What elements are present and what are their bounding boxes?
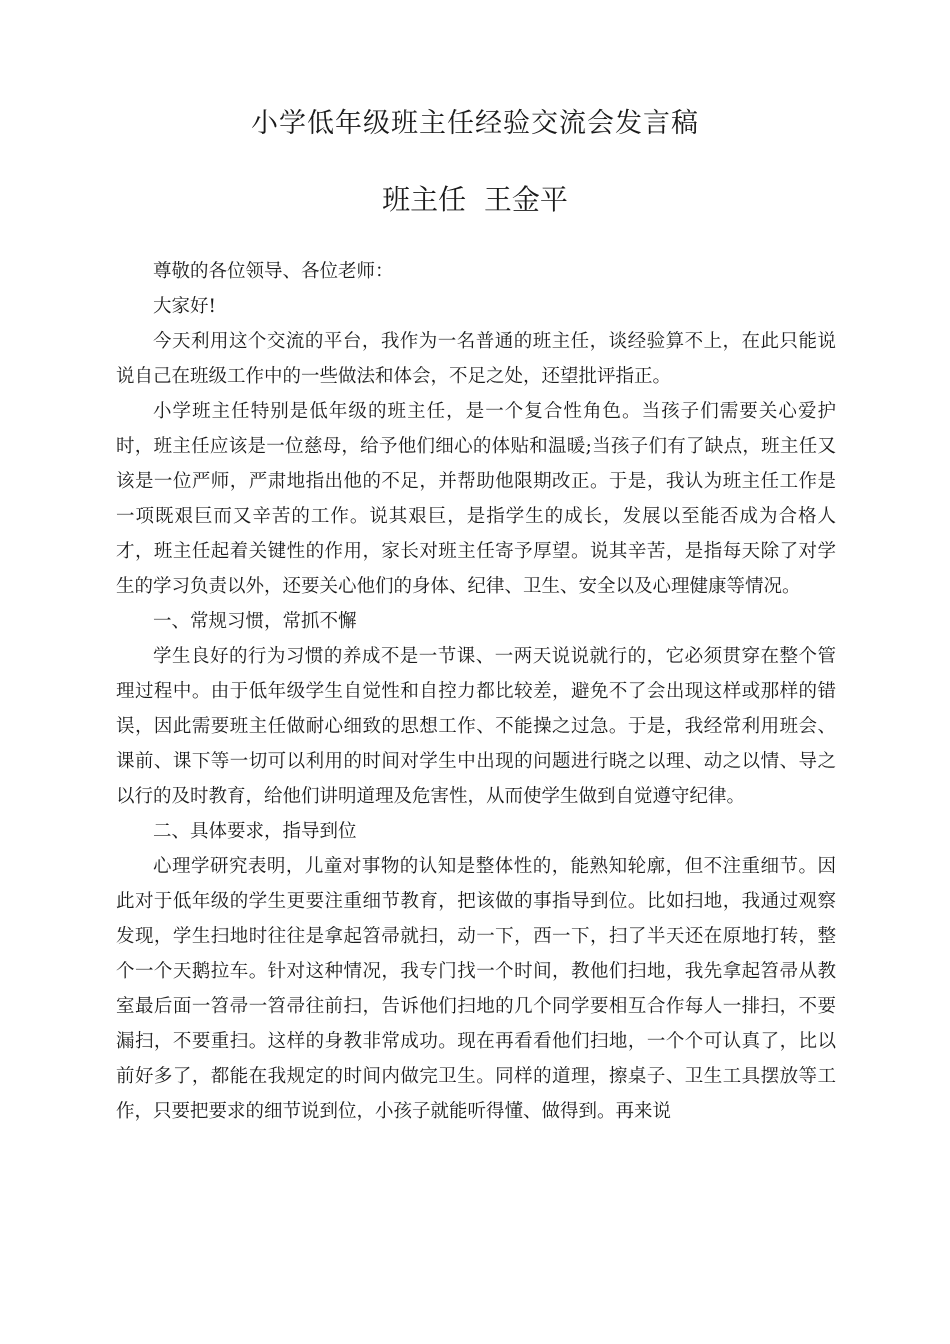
paragraph-guidance: 心理学研究表明，儿童对事物的认知是整体性的，能熟知轮廓，但不注重细节。因此对于低年级的学生更要注重细节教育，把该做的事指导到位。比如扫地，我通过观察发现，学生扫地时往往是拿起笤帚就扫，动一下，西一下，扫了半天还在原地打转，整个一个天鹅拉车。针对这种情况，我专门找一个时间，教他们扫地，我先拿起笤帚从教室最后面一笤帚一笤帚往前扫，告诉他们扫地的几个同学要相互合作每人一排扫，不要漏扫，不要重扫。这样的身教非常成功。现在再看看他们扫地，一个个可认真了，比以前好多了，都能在我规定的时间内做完卫生。同样的道理，擦桌子、卫生工具摆放等工作，只要把要求的细节说到位，小孩子就能听得懂、做得到。再来说 [116,856,836,1122]
paragraph-role: 小学班主任特别是低年级的班主任，是一个复合性角色。当孩子们需要关心爱护时，班主任应该是一位慈母，给予他们细心的体贴和温暖;当孩子们有了缺点，班主任又该是一位严师，严肃地指出他的不足，并帮助他限期改正。于是，我认为班主任工作是一项既艰巨而又辛苦的工作。说其艰巨，是指学生的成长，发展以至能否成为合格人才，班主任起着关键性的作用，家长对班主任寄予厚望。说其辛苦，是指每天除了对学生的学习负责以外，还要关心他们的身体、纪律、卫生、安全以及心理健康等情况。 [116,401,836,597]
document-title: 小学低年级班主任经验交流会发言稿 [251,108,699,139]
paragraph-intro: 今天利用这个交流的平台，我作为一名普通的班主任，谈经验算不上，在此只能说说自己在班级工作中的一些做法和体会，不足之处，还望批评指正。 [116,331,836,387]
greeting: 大家好! [153,296,216,317]
section-heading-2: 二、具体要求，指导到位 [153,821,357,842]
paragraph-habits: 学生良好的行为习惯的养成不是一节课、一两天说说就行的，它必须贯穿在整个管理过程中。由于低年级学生自觉性和自控力都比较差，避免不了会出现这样或那样的错误，因此需要班主任做耐心细致的思想工作、不能操之过急。于是，我经常利用班会、课前、课下等一切可以利用的时间对学生中出现的问题进行晓之以理、动之以情、导之以行的及时教育，给他们讲明道理及危害性，从而使学生做到自觉遵守纪律。 [116,646,836,807]
salutation: 尊敬的各位领导、各位老师： [153,261,394,282]
document-body [116,254,836,1129]
section-heading-1: 一、常规习惯，常抓不懈 [153,611,357,632]
author-line: 班主任 王金平 [382,183,568,216]
